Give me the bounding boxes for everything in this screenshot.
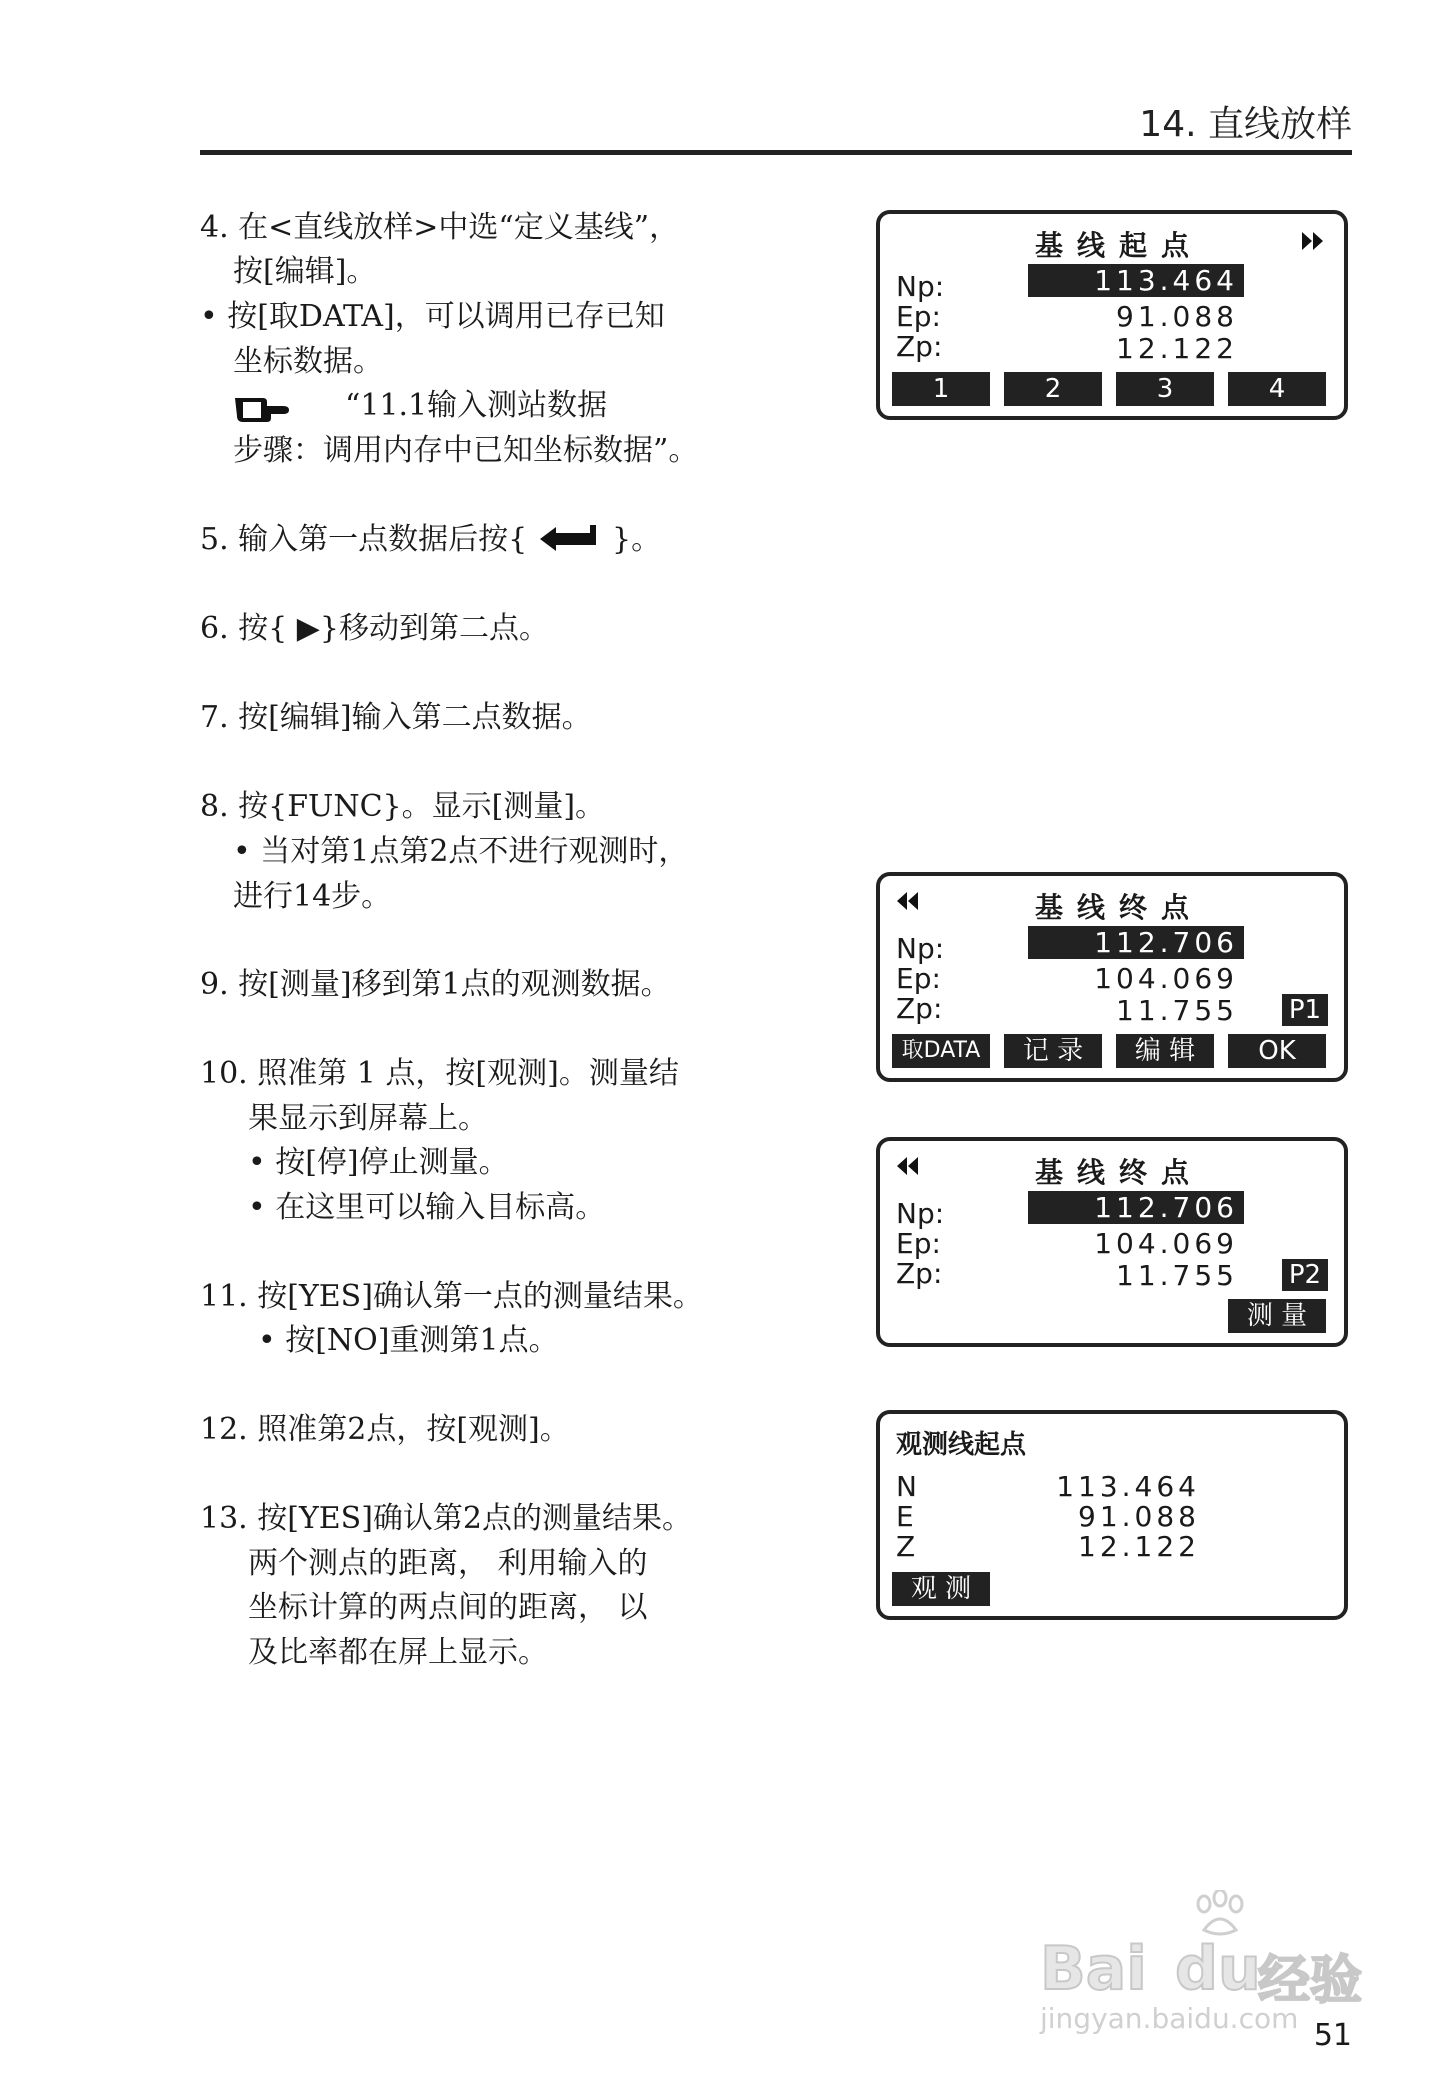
step-8-bullet: • 当对第1点第2点不进行观测时， (233, 834, 689, 869)
screen-title: 基线终点 (1035, 1156, 1204, 1189)
screen-title: 基线终点 (1035, 891, 1204, 924)
page-header-title: 14. 直线放样 (1139, 104, 1352, 145)
softkey-3[interactable]: 3 (1116, 372, 1214, 406)
zp-label: Zp: (896, 330, 943, 363)
step-12: 12. 照准第2点，按[观测]。 (200, 1412, 570, 1447)
step-13-cont-1: 两个测点的距离， 利用输入的 (248, 1546, 648, 1581)
double-right-arrow-icon (1300, 230, 1326, 252)
ep-value: 104.069 (1094, 962, 1238, 995)
step-11: 11. 按[YES]确认第一点的测量结果。 (200, 1279, 703, 1314)
screen-baseline-end-p1 (876, 872, 1348, 1082)
np-value: 112.706 (1028, 1191, 1244, 1224)
page-number: 51 (1313, 2018, 1352, 2053)
step-5: 5. 输入第一点数据后按{ (200, 522, 528, 557)
softkey-observe[interactable]: 观 测 (892, 1572, 990, 1606)
zp-value: 11.755 (1116, 1259, 1238, 1292)
z-value: 12.122 (1078, 1530, 1200, 1563)
n-value: 113.464 (1056, 1470, 1200, 1503)
ep-label: Ep: (896, 962, 941, 995)
ep-label: Ep: (896, 300, 941, 333)
step-8: 8. 按{FUNC}。显示[测量]。 (200, 789, 606, 824)
enter-key-icon (538, 523, 600, 553)
watermark-brand: Bai (1040, 1934, 1147, 2004)
zp-value: 11.755 (1116, 994, 1238, 1027)
n-label: N (896, 1470, 917, 1503)
np-value: 113.464 (1028, 264, 1244, 297)
np-label: Np: (896, 932, 945, 965)
softkey-record[interactable]: 记 录 (1004, 1034, 1102, 1068)
step-13-cont-3: 及比率都在屏上显示。 (248, 1635, 548, 1670)
header-rule (200, 150, 1352, 155)
step-13: 13. 按[YES]确认第2点的测量结果。 (200, 1501, 692, 1536)
double-left-arrow-icon (894, 1155, 920, 1177)
step-6: 6. 按{ ▶}移动到第二点。 (200, 611, 549, 646)
screen-baseline-start (876, 210, 1348, 420)
reference-note: “11.1输入测站数据 (345, 388, 608, 423)
page-indicator: P2 (1282, 1259, 1328, 1291)
np-value: 112.706 (1028, 926, 1244, 959)
ep-value: 91.088 (1116, 300, 1238, 333)
e-label: E (896, 1500, 914, 1533)
zp-value: 12.122 (1116, 332, 1238, 365)
screen-baseline-end-p2 (876, 1137, 1348, 1347)
step-7: 7. 按[编辑]输入第二点数据。 (200, 700, 592, 735)
screen-title: 观测线起点 (896, 1430, 1027, 1460)
step-13-cont-2: 坐标计算的两点间的距离， 以 (248, 1590, 648, 1625)
ep-label: Ep: (896, 1227, 941, 1260)
step-4-bullet: • 按[取DATA]，可以调用已存已知 (200, 299, 665, 334)
step-4-cont: 按[编辑]。 (233, 254, 377, 289)
step-4: 4. 在<直线放样>中选“定义基线”， (200, 210, 680, 245)
step-9: 9. 按[测量]移到第1点的观测数据。 (200, 967, 671, 1002)
e-value: 91.088 (1078, 1500, 1200, 1533)
watermark-brand-2: du (1175, 1934, 1261, 2004)
baidu-watermark (1040, 1890, 1380, 2035)
np-label: Np: (896, 1197, 945, 1230)
screen-title: 基线起点 (1035, 229, 1204, 262)
softkey-get-data[interactable]: 取DATA (892, 1034, 990, 1068)
zp-label: Zp: (896, 1257, 943, 1290)
softkey-edit[interactable]: 编 辑 (1116, 1034, 1214, 1068)
watermark-product: 经验 (1258, 1951, 1363, 2011)
double-left-arrow-icon (894, 890, 920, 912)
step-10-bullet-1: • 按[停]停止测量。 (248, 1145, 509, 1180)
step-10-bullet-2: • 在这里可以输入目标高。 (248, 1190, 606, 1225)
step-10-cont: 果显示到屏幕上。 (248, 1101, 488, 1136)
np-label: Np: (896, 270, 945, 303)
z-label: Z (896, 1530, 916, 1563)
softkey-measure[interactable]: 测 量 (1228, 1299, 1326, 1333)
paw-icon (1190, 1890, 1250, 1940)
ep-value: 104.069 (1094, 1227, 1238, 1260)
step-10: 10. 照准第 1 点，按[观测]。测量结 (200, 1056, 679, 1091)
softkey-ok[interactable]: OK (1228, 1034, 1326, 1068)
softkey-1[interactable]: 1 (892, 372, 990, 406)
step-4-bullet-cont: 坐标数据。 (233, 344, 383, 379)
step-8-bullet-cont: 进行14步。 (233, 879, 392, 914)
page-indicator: P1 (1282, 994, 1328, 1026)
reference-note-cont: 步骤：调用内存中已知坐标数据”。 (233, 433, 699, 468)
step-11-bullet: • 按[NO]重测第1点。 (258, 1323, 559, 1358)
step-5-end: }。 (612, 522, 662, 557)
softkey-2[interactable]: 2 (1004, 372, 1102, 406)
watermark-url: jingyan.baidu.com (1040, 2002, 1299, 2035)
softkey-4[interactable]: 4 (1228, 372, 1326, 406)
zp-label: Zp: (896, 992, 943, 1025)
screen-observe-line-start (876, 1410, 1348, 1620)
pointing-hand-icon (233, 388, 293, 424)
